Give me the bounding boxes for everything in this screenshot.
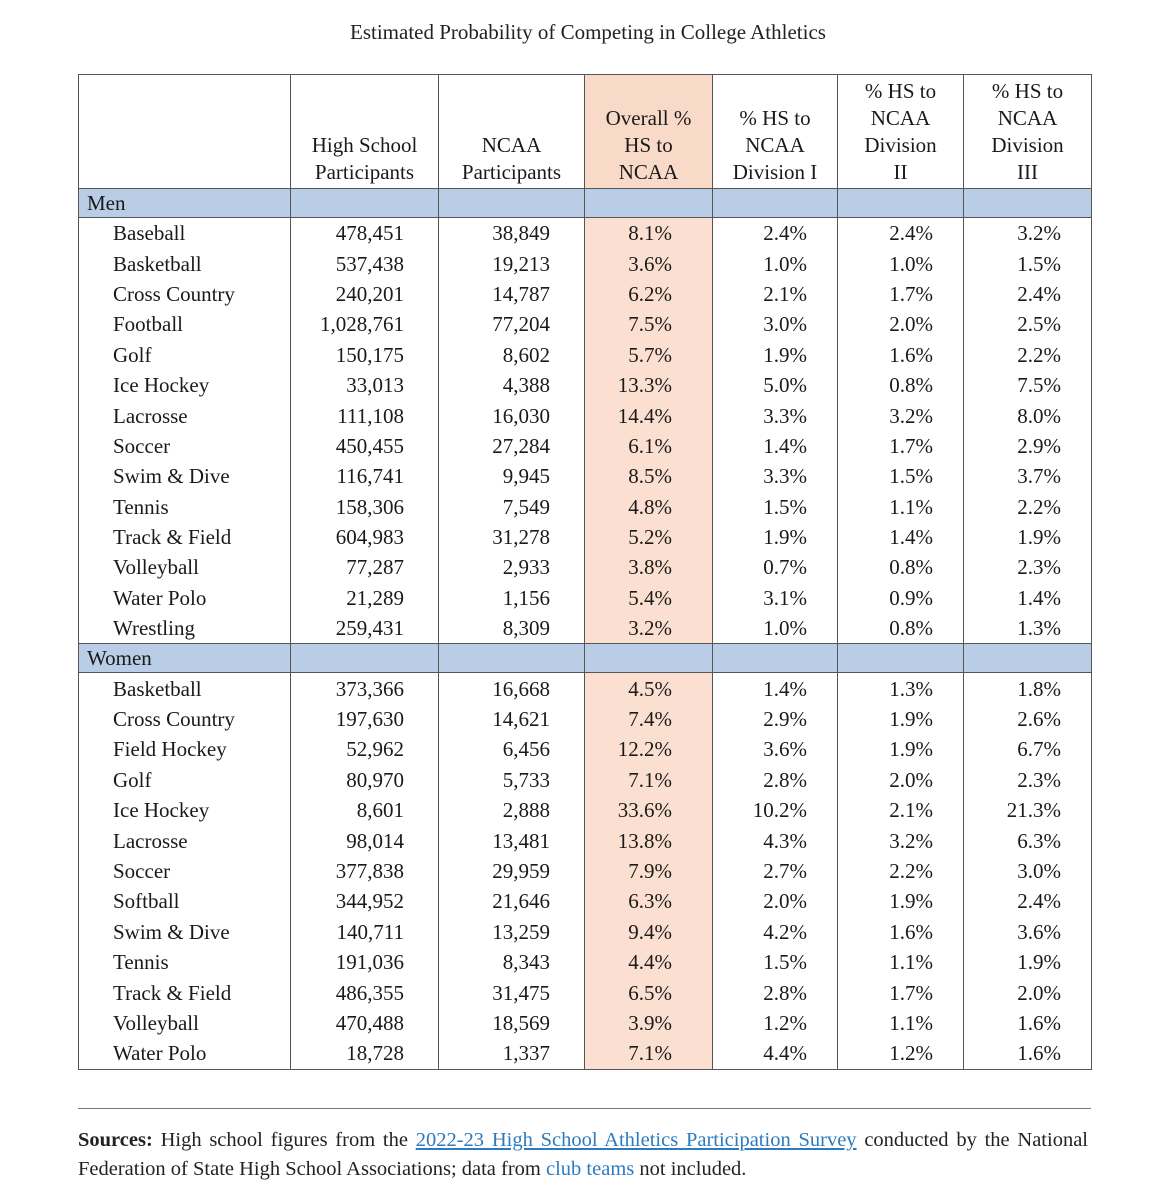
overall-pct: 13.8% bbox=[585, 825, 713, 855]
table-row bbox=[79, 279, 1092, 309]
ncaa-participants: 1,156 bbox=[439, 583, 585, 613]
group-row-women bbox=[79, 644, 1092, 673]
header-hs-participants: High School Participants bbox=[291, 75, 439, 189]
table-row bbox=[79, 340, 1092, 370]
sport-name: Tennis bbox=[79, 947, 291, 977]
division-1-pct: 1.4% bbox=[713, 673, 838, 704]
division-1-pct: 1.5% bbox=[713, 492, 838, 522]
table-row bbox=[79, 795, 1092, 825]
sources-note bbox=[78, 1126, 1088, 1184]
division-2-pct: 1.6% bbox=[838, 917, 964, 947]
division-2-pct: 2.4% bbox=[838, 218, 964, 249]
group-label: Men bbox=[79, 189, 291, 218]
division-3-pct: 2.6% bbox=[964, 704, 1092, 734]
ncaa-participants: 7,549 bbox=[439, 492, 585, 522]
hs-participants: 1,028,761 bbox=[291, 309, 439, 339]
group-band-cell bbox=[439, 644, 585, 673]
hs-participants: 140,711 bbox=[291, 917, 439, 947]
division-2-pct: 1.4% bbox=[838, 522, 964, 552]
group-band-cell bbox=[964, 644, 1092, 673]
table-row bbox=[79, 309, 1092, 339]
division-1-pct: 1.2% bbox=[713, 1008, 838, 1038]
division-2-pct: 2.0% bbox=[838, 765, 964, 795]
overall-pct: 6.2% bbox=[585, 279, 713, 309]
division-3-pct: 1.5% bbox=[964, 248, 1092, 278]
document-title: Estimated Probability of Competing in College Athletics bbox=[350, 20, 826, 44]
table-row bbox=[79, 917, 1092, 947]
sport-name: Track & Field bbox=[79, 522, 291, 552]
ncaa-participants: 9,945 bbox=[439, 461, 585, 491]
sport-name: Wrestling bbox=[79, 613, 291, 644]
hs-participants: 18,728 bbox=[291, 1038, 439, 1069]
sport-name: Soccer bbox=[79, 431, 291, 461]
division-2-pct: 0.8% bbox=[838, 370, 964, 400]
table-row bbox=[79, 1008, 1092, 1038]
hs-participants: 77,287 bbox=[291, 552, 439, 582]
division-3-pct: 3.2% bbox=[964, 218, 1092, 249]
division-2-pct: 1.0% bbox=[838, 248, 964, 278]
ncaa-participants: 2,933 bbox=[439, 552, 585, 582]
overall-pct: 5.7% bbox=[585, 340, 713, 370]
group-band-cell bbox=[713, 644, 838, 673]
overall-pct: 3.2% bbox=[585, 613, 713, 644]
division-3-pct: 2.3% bbox=[964, 765, 1092, 795]
division-1-pct: 4.3% bbox=[713, 825, 838, 855]
sport-name: Cross Country bbox=[79, 704, 291, 734]
division-3-pct: 2.2% bbox=[964, 340, 1092, 370]
header-blank bbox=[79, 75, 291, 189]
division-2-pct: 1.2% bbox=[838, 1038, 964, 1069]
hs-participants: 52,962 bbox=[291, 734, 439, 764]
table-row bbox=[79, 856, 1092, 886]
division-2-pct: 1.1% bbox=[838, 492, 964, 522]
sport-name: Ice Hockey bbox=[79, 370, 291, 400]
table-row bbox=[79, 1038, 1092, 1069]
division-3-pct: 3.7% bbox=[964, 461, 1092, 491]
division-3-pct: 7.5% bbox=[964, 370, 1092, 400]
sport-name: Soccer bbox=[79, 856, 291, 886]
table-row bbox=[79, 886, 1092, 916]
header-overall-pct: Overall % HS to NCAA bbox=[585, 75, 713, 189]
hs-participants: 537,438 bbox=[291, 248, 439, 278]
division-2-pct: 1.7% bbox=[838, 279, 964, 309]
probability-table bbox=[78, 74, 1092, 1070]
ncaa-participants: 16,030 bbox=[439, 400, 585, 430]
division-2-pct: 0.8% bbox=[838, 552, 964, 582]
hs-participants: 470,488 bbox=[291, 1008, 439, 1038]
sport-name: Ice Hockey bbox=[79, 795, 291, 825]
hs-participants: 80,970 bbox=[291, 765, 439, 795]
table-row bbox=[79, 248, 1092, 278]
division-1-pct: 2.7% bbox=[713, 856, 838, 886]
division-3-pct: 2.9% bbox=[964, 431, 1092, 461]
table-row bbox=[79, 461, 1092, 491]
overall-pct: 4.4% bbox=[585, 947, 713, 977]
hs-participants: 486,355 bbox=[291, 977, 439, 1007]
sport-name: Field Hockey bbox=[79, 734, 291, 764]
overall-pct: 7.5% bbox=[585, 309, 713, 339]
overall-pct: 3.8% bbox=[585, 552, 713, 582]
ncaa-participants: 19,213 bbox=[439, 248, 585, 278]
sources-text-1: High school figures from the bbox=[152, 1129, 416, 1151]
division-2-pct: 3.2% bbox=[838, 400, 964, 430]
division-2-pct: 2.0% bbox=[838, 309, 964, 339]
division-3-pct: 1.6% bbox=[964, 1008, 1092, 1038]
division-3-pct: 2.4% bbox=[964, 279, 1092, 309]
division-3-pct: 1.6% bbox=[964, 1038, 1092, 1069]
hs-participants: 116,741 bbox=[291, 461, 439, 491]
division-2-pct: 2.2% bbox=[838, 856, 964, 886]
division-3-pct: 21.3% bbox=[964, 795, 1092, 825]
ncaa-participants: 18,569 bbox=[439, 1008, 585, 1038]
ncaa-participants: 13,259 bbox=[439, 917, 585, 947]
overall-pct: 12.2% bbox=[585, 734, 713, 764]
ncaa-participants: 6,456 bbox=[439, 734, 585, 764]
sport-name: Softball bbox=[79, 886, 291, 916]
group-band-cell bbox=[291, 189, 439, 218]
overall-pct: 4.8% bbox=[585, 492, 713, 522]
division-3-pct: 2.3% bbox=[964, 552, 1092, 582]
division-3-pct: 6.7% bbox=[964, 734, 1092, 764]
group-band-cell bbox=[838, 644, 964, 673]
division-3-pct: 2.0% bbox=[964, 977, 1092, 1007]
overall-pct: 6.1% bbox=[585, 431, 713, 461]
header-ncaa-participants: NCAA Participants bbox=[439, 75, 585, 189]
group-label: Women bbox=[79, 644, 291, 673]
table-row bbox=[79, 765, 1092, 795]
club-teams-link[interactable]: club teams bbox=[546, 1158, 635, 1180]
sport-name: Baseball bbox=[79, 218, 291, 249]
hs-participants: 344,952 bbox=[291, 886, 439, 916]
hs-participants: 158,306 bbox=[291, 492, 439, 522]
ncaa-participants: 29,959 bbox=[439, 856, 585, 886]
hs-participants: 240,201 bbox=[291, 279, 439, 309]
group-row-men bbox=[79, 189, 1092, 218]
hs-participants: 377,838 bbox=[291, 856, 439, 886]
hs-participants: 8,601 bbox=[291, 795, 439, 825]
group-band-cell bbox=[291, 644, 439, 673]
division-2-pct: 1.6% bbox=[838, 340, 964, 370]
ncaa-participants: 2,888 bbox=[439, 795, 585, 825]
sport-name: Basketball bbox=[79, 248, 291, 278]
division-1-pct: 4.2% bbox=[713, 917, 838, 947]
division-3-pct: 3.0% bbox=[964, 856, 1092, 886]
survey-link[interactable]: 2022-23 High School Athletics Participation Survey bbox=[415, 1129, 857, 1151]
sources-text-2: conducted by the National Federation of State High School Associations; data from bbox=[78, 1129, 1088, 1180]
ncaa-participants: 16,668 bbox=[439, 673, 585, 704]
sport-name: Golf bbox=[79, 340, 291, 370]
division-1-pct: 3.1% bbox=[713, 583, 838, 613]
table-row bbox=[79, 704, 1092, 734]
header-division-3: % HS to NCAA Division III bbox=[964, 75, 1092, 189]
ncaa-participants: 14,621 bbox=[439, 704, 585, 734]
ncaa-participants: 38,849 bbox=[439, 218, 585, 249]
division-1-pct: 4.4% bbox=[713, 1038, 838, 1069]
division-1-pct: 2.1% bbox=[713, 279, 838, 309]
table-row bbox=[79, 492, 1092, 522]
ncaa-participants: 14,787 bbox=[439, 279, 585, 309]
group-band-cell bbox=[439, 189, 585, 218]
division-1-pct: 1.5% bbox=[713, 947, 838, 977]
hs-participants: 604,983 bbox=[291, 522, 439, 552]
overall-pct: 13.3% bbox=[585, 370, 713, 400]
division-2-pct: 1.9% bbox=[838, 886, 964, 916]
sport-name: Volleyball bbox=[79, 1008, 291, 1038]
overall-pct: 5.2% bbox=[585, 522, 713, 552]
division-2-pct: 3.2% bbox=[838, 825, 964, 855]
division-1-pct: 2.0% bbox=[713, 886, 838, 916]
division-2-pct: 0.9% bbox=[838, 583, 964, 613]
division-2-pct: 1.5% bbox=[838, 461, 964, 491]
division-1-pct: 2.8% bbox=[713, 765, 838, 795]
division-3-pct: 6.3% bbox=[964, 825, 1092, 855]
table-body bbox=[79, 189, 1092, 1070]
table-row bbox=[79, 400, 1092, 430]
table-row bbox=[79, 522, 1092, 552]
division-1-pct: 3.3% bbox=[713, 400, 838, 430]
group-band-cell bbox=[585, 189, 713, 218]
ncaa-participants: 8,602 bbox=[439, 340, 585, 370]
ncaa-participants: 8,343 bbox=[439, 947, 585, 977]
division-1-pct: 2.9% bbox=[713, 704, 838, 734]
sport-name: Swim & Dive bbox=[79, 917, 291, 947]
table-row bbox=[79, 431, 1092, 461]
sport-name: Volleyball bbox=[79, 552, 291, 582]
footnote-divider bbox=[78, 1108, 1091, 1109]
hs-participants: 197,630 bbox=[291, 704, 439, 734]
division-3-pct: 1.9% bbox=[964, 522, 1092, 552]
division-1-pct: 2.8% bbox=[713, 977, 838, 1007]
overall-pct: 6.3% bbox=[585, 886, 713, 916]
division-2-pct: 1.7% bbox=[838, 977, 964, 1007]
ncaa-participants: 1,337 bbox=[439, 1038, 585, 1069]
division-1-pct: 3.6% bbox=[713, 734, 838, 764]
division-3-pct: 2.5% bbox=[964, 309, 1092, 339]
division-1-pct: 1.0% bbox=[713, 613, 838, 644]
header-row bbox=[79, 75, 1092, 189]
sport-name: Water Polo bbox=[79, 1038, 291, 1069]
division-3-pct: 1.9% bbox=[964, 947, 1092, 977]
division-2-pct: 1.9% bbox=[838, 704, 964, 734]
hs-participants: 191,036 bbox=[291, 947, 439, 977]
division-3-pct: 1.4% bbox=[964, 583, 1092, 613]
table-row bbox=[79, 947, 1092, 977]
division-1-pct: 3.3% bbox=[713, 461, 838, 491]
table-row bbox=[79, 583, 1092, 613]
division-3-pct: 2.2% bbox=[964, 492, 1092, 522]
overall-pct: 7.1% bbox=[585, 765, 713, 795]
division-1-pct: 1.9% bbox=[713, 522, 838, 552]
sources-label: Sources: bbox=[78, 1129, 153, 1151]
sport-name: Cross Country bbox=[79, 279, 291, 309]
division-1-pct: 0.7% bbox=[713, 552, 838, 582]
hs-participants: 33,013 bbox=[291, 370, 439, 400]
division-3-pct: 2.4% bbox=[964, 886, 1092, 916]
overall-pct: 3.6% bbox=[585, 248, 713, 278]
ncaa-participants: 8,309 bbox=[439, 613, 585, 644]
sources-text-3: not included. bbox=[634, 1158, 747, 1180]
table-row bbox=[79, 613, 1092, 644]
table-row bbox=[79, 673, 1092, 704]
table-row bbox=[79, 370, 1092, 400]
sport-name: Tennis bbox=[79, 492, 291, 522]
overall-pct: 8.5% bbox=[585, 461, 713, 491]
ncaa-participants: 4,388 bbox=[439, 370, 585, 400]
division-1-pct: 3.0% bbox=[713, 309, 838, 339]
division-1-pct: 5.0% bbox=[713, 370, 838, 400]
hs-participants: 150,175 bbox=[291, 340, 439, 370]
division-1-pct: 2.4% bbox=[713, 218, 838, 249]
sport-name: Water Polo bbox=[79, 583, 291, 613]
division-2-pct: 1.3% bbox=[838, 673, 964, 704]
hs-participants: 450,455 bbox=[291, 431, 439, 461]
division-1-pct: 1.0% bbox=[713, 248, 838, 278]
overall-pct: 6.5% bbox=[585, 977, 713, 1007]
table-row bbox=[79, 734, 1092, 764]
group-band-cell bbox=[713, 189, 838, 218]
table-row bbox=[79, 825, 1092, 855]
overall-pct: 33.6% bbox=[585, 795, 713, 825]
sport-name: Football bbox=[79, 309, 291, 339]
overall-pct: 5.4% bbox=[585, 583, 713, 613]
division-2-pct: 0.8% bbox=[838, 613, 964, 644]
division-2-pct: 1.9% bbox=[838, 734, 964, 764]
sport-name: Golf bbox=[79, 765, 291, 795]
hs-participants: 98,014 bbox=[291, 825, 439, 855]
hs-participants: 21,289 bbox=[291, 583, 439, 613]
sport-name: Swim & Dive bbox=[79, 461, 291, 491]
ncaa-participants: 31,278 bbox=[439, 522, 585, 552]
division-3-pct: 8.0% bbox=[964, 400, 1092, 430]
ncaa-participants: 13,481 bbox=[439, 825, 585, 855]
hs-participants: 373,366 bbox=[291, 673, 439, 704]
sport-name: Lacrosse bbox=[79, 400, 291, 430]
table-row bbox=[79, 552, 1092, 582]
table-row bbox=[79, 218, 1092, 249]
table-row bbox=[79, 977, 1092, 1007]
division-1-pct: 1.4% bbox=[713, 431, 838, 461]
division-3-pct: 1.3% bbox=[964, 613, 1092, 644]
group-band-cell bbox=[585, 644, 713, 673]
group-band-cell bbox=[838, 189, 964, 218]
division-1-pct: 10.2% bbox=[713, 795, 838, 825]
ncaa-participants: 5,733 bbox=[439, 765, 585, 795]
overall-pct: 3.9% bbox=[585, 1008, 713, 1038]
hs-participants: 259,431 bbox=[291, 613, 439, 644]
ncaa-participants: 21,646 bbox=[439, 886, 585, 916]
overall-pct: 7.1% bbox=[585, 1038, 713, 1069]
sport-name: Track & Field bbox=[79, 977, 291, 1007]
division-3-pct: 3.6% bbox=[964, 917, 1092, 947]
division-2-pct: 1.1% bbox=[838, 1008, 964, 1038]
overall-pct: 7.4% bbox=[585, 704, 713, 734]
ncaa-participants: 27,284 bbox=[439, 431, 585, 461]
division-2-pct: 1.7% bbox=[838, 431, 964, 461]
ncaa-participants: 77,204 bbox=[439, 309, 585, 339]
overall-pct: 7.9% bbox=[585, 856, 713, 886]
header-division-1: % HS to NCAA Division I bbox=[713, 75, 838, 189]
division-2-pct: 2.1% bbox=[838, 795, 964, 825]
division-1-pct: 1.9% bbox=[713, 340, 838, 370]
overall-pct: 9.4% bbox=[585, 917, 713, 947]
ncaa-participants: 31,475 bbox=[439, 977, 585, 1007]
division-2-pct: 1.1% bbox=[838, 947, 964, 977]
hs-participants: 478,451 bbox=[291, 218, 439, 249]
header-division-2: % HS to NCAA Division II bbox=[838, 75, 964, 189]
overall-pct: 14.4% bbox=[585, 400, 713, 430]
hs-participants: 111,108 bbox=[291, 400, 439, 430]
sport-name: Basketball bbox=[79, 673, 291, 704]
overall-pct: 4.5% bbox=[585, 673, 713, 704]
overall-pct: 8.1% bbox=[585, 218, 713, 249]
division-3-pct: 1.8% bbox=[964, 673, 1092, 704]
group-band-cell bbox=[964, 189, 1092, 218]
sport-name: Lacrosse bbox=[79, 825, 291, 855]
